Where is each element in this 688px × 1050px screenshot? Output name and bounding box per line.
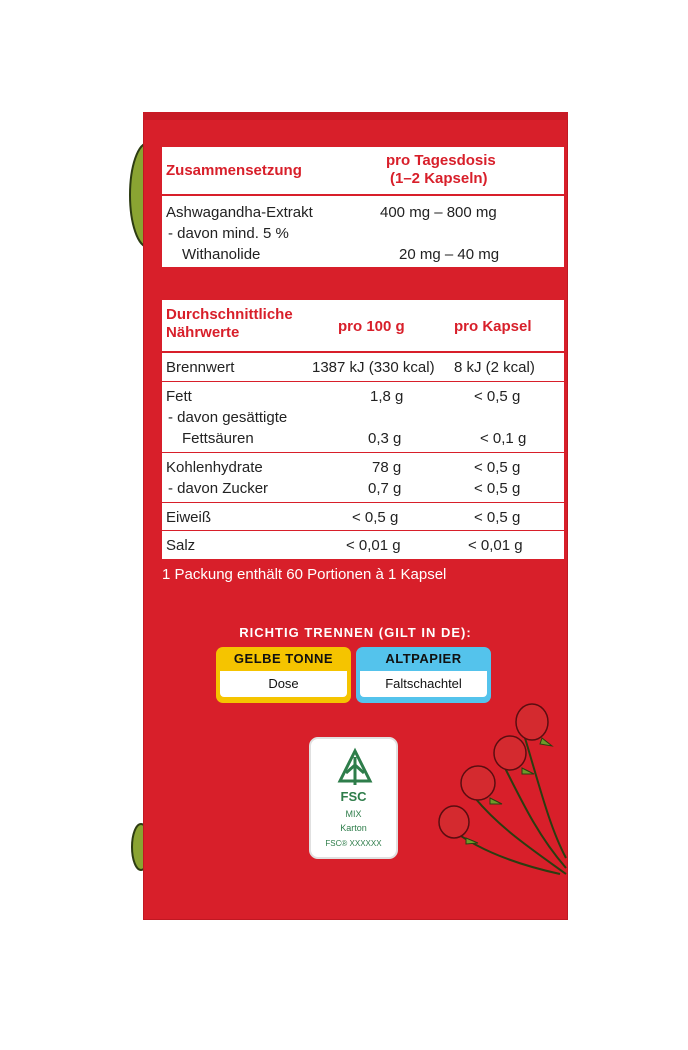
composition-row-label: - davon mind. 5 %: [168, 225, 289, 242]
nutrition-row-capsule: < 0,5 g: [474, 509, 521, 526]
nutrition-row-per100: 0,3 g: [368, 430, 402, 447]
nutrition-row-label: - davon Zucker: [168, 480, 269, 497]
nutrition-row-label: Salz: [166, 537, 196, 554]
fsc-brand: FSC: [340, 789, 367, 804]
nutrition-row-capsule: < 0,01 g: [468, 537, 523, 554]
fsc-mix: MIX: [345, 809, 362, 819]
composition-header-dose: pro Tagesdosis: [386, 152, 496, 169]
nutrition-row-label: Fettsäuren: [182, 430, 254, 447]
divider: [162, 452, 564, 453]
nutrition-row-capsule: < 0,1 g: [480, 430, 527, 447]
fsc-tree-icon: [330, 747, 380, 787]
divider: [162, 502, 564, 503]
recycling-title: RICHTIG TRENNEN (GILT IN DE):: [239, 625, 472, 640]
recycling-bin-blue: [356, 647, 491, 703]
nutrition-row-capsule: 8 kJ (2 kcal): [454, 359, 535, 376]
nutrition-header-capsule: pro Kapsel: [454, 318, 532, 335]
nutrition-row-per100: 1387 kJ (330 kcal): [312, 359, 435, 376]
nutrition-row-per100: < 0,01 g: [346, 537, 401, 554]
composition-row-value: 20 mg – 40 mg: [399, 246, 500, 263]
nutrition-row-label: Brennwert: [166, 359, 235, 376]
nutrition-row-capsule: < 0,5 g: [474, 459, 521, 476]
divider: [162, 530, 564, 531]
nutrition-row-capsule: < 0,5 g: [474, 388, 521, 405]
fsc-code: FSC® XXXXXX: [325, 839, 382, 848]
nutrition-row-label: Eiweiß: [166, 509, 212, 526]
nutrition-table: [162, 300, 564, 559]
nutrition-header-label: Durchschnittliche: [166, 306, 293, 323]
composition-header-capsules: (1–2 Kapseln): [390, 170, 488, 187]
portion-note: 1 Packung enthält 60 Portionen à 1 Kapsel: [162, 566, 447, 583]
composition-row-label: Ashwagandha-Extrakt: [166, 204, 313, 221]
nutrition-header-label-2: Nährwerte: [166, 324, 240, 341]
divider: [162, 381, 564, 382]
nutrition-row-per100: 78 g: [372, 459, 402, 476]
composition-header-label: Zusammensetzung: [166, 162, 302, 179]
bin-yellow-item: Dose: [220, 671, 347, 697]
rosehip-decoration-icon: [430, 698, 568, 876]
nutrition-row-per100: 0,7 g: [368, 480, 402, 497]
fsc-material: Karton: [340, 823, 367, 833]
composition-row-label: Withanolide: [182, 246, 261, 263]
divider: [162, 351, 564, 353]
package-top-edge: [143, 112, 568, 120]
nutrition-header-100g: pro 100 g: [338, 318, 405, 335]
nutrition-row-label: Kohlenhydrate: [166, 459, 263, 476]
bin-blue-label: ALTPAPIER: [385, 651, 462, 666]
bin-blue-item: Faltschachtel: [360, 671, 487, 697]
composition-row-value: 400 mg – 800 mg: [380, 204, 497, 221]
divider: [162, 194, 564, 196]
bin-yellow-label: GELBE TONNE: [233, 651, 334, 666]
nutrition-row-capsule: < 0,5 g: [474, 480, 521, 497]
recycling-bin-yellow: [216, 647, 351, 703]
composition-table: [162, 147, 564, 267]
nutrition-row-label: - davon gesättigte: [168, 409, 288, 426]
fsc-logo: [309, 737, 398, 859]
nutrition-row-label: Fett: [166, 388, 192, 405]
nutrition-row-per100: 1,8 g: [370, 388, 404, 405]
nutrition-row-per100: < 0,5 g: [352, 509, 399, 526]
